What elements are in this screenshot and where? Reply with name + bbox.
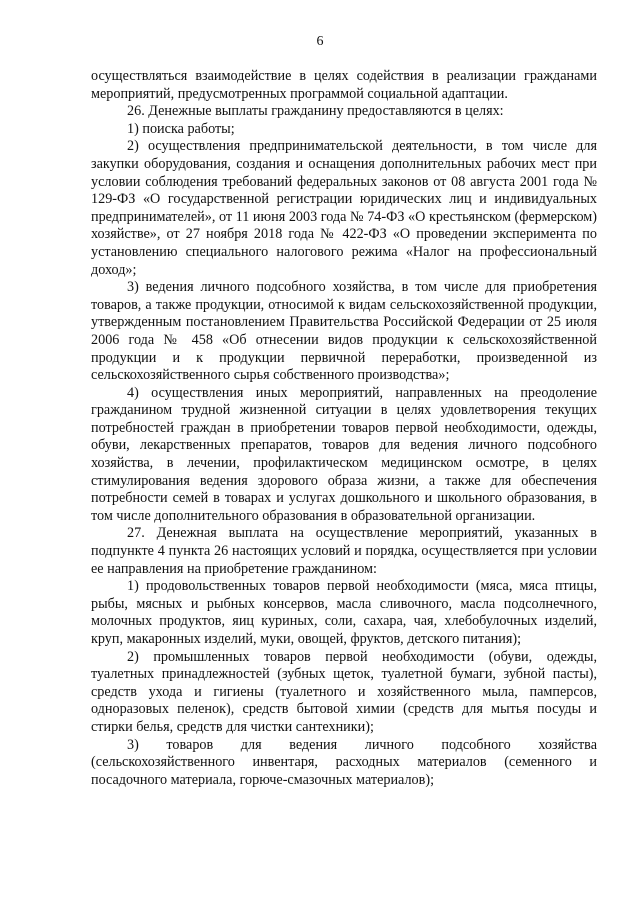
page-number: 6 [316, 34, 324, 49]
list-item: 3) товаров для ведения личного подсобного хозяйства (сельскохозяйственного инвентаря, расходных материалов (семенного и посадочного материала, горюче-смазочных материалов); [91, 736, 597, 788]
document-body [91, 68, 597, 789]
paragraph: осуществляться взаимодействие в целях содействия в реализации гражданами мероприятий, предусмотренных программой социальной адаптации. [91, 68, 597, 102]
list-item: 1) поиска работы; [127, 120, 235, 137]
list-item: 2) осуществления предпринимательской деятельности, в том числе для закупки оборудования, создания и оснащения дополнительных рабочих мест при условии соблюдения требований федеральных законов от 08 августа 2001 года № 129-ФЗ «О государственной регистрации юридических лиц и индивидуальных предпринимателей», от 11 июня 2003 года № 74-ФЗ «О крестьянском (фермерском) хозяйстве», от 27 ноября 2018 года № 422-ФЗ «О проведении эксперимента по установлению специального налогового режима «Налог на профессиональный доход»; [91, 138, 597, 278]
list-item: 3) ведения личного подсобного хозяйства, в том числе для приобретения товаров, а также продукции, относимой к видам сельскохозяйственной продукции, утвержденным постановлением Правительства Российской Федерации от 25 июля 2006 года № 458 «Об отнесении видов продукции к сельскохозяйственной продукции и к продукции первичной переработки, произведенной из сельскохозяйственного сырья собственного производства»; [91, 279, 597, 384]
list-item: 1) продовольственных товаров первой необходимости (мяса, мяса птицы, рыбы, мясных и рыбных консервов, масла сливочного, масла подсолнечного, молочных продуктов, яиц куриных, соли, сахара, чая, хлебобулочных изделий, круп, макаронных изделий, муки, овощей, фруктов, детского питания); [91, 578, 597, 647]
paragraph: 27. Денежная выплата на осуществление мероприятий, указанных в подпункте 4 пункта 26 настоящих условий и порядка, осуществляется при условии ее направления на приобретение гражданином: [91, 525, 597, 577]
paragraph: 26. Денежные выплаты гражданину предоставляются в целях: [127, 103, 504, 120]
list-item: 4) осуществления иных мероприятий, направленных на преодоление гражданином трудной жизненной ситуации в целях удовлетворения текущих потребностей граждан в приобретении товаров первой необходимости, одежды, обуви, лекарственных препаратов, товаров для ведения личного подсобного хозяйства, в лечении, профилактическом медицинском осмотре, в целях стимулирования ведения здорового образа жизни, а также для обеспечения потребности семей в товарах и услугах дошкольного и школьного образования, в том числе дополнительного образования в образовательной организации. [91, 384, 597, 524]
list-item: 2) промышленных товаров первой необходимости (обуви, одежды, туалетных принадлежностей (зубных щеток, туалетной бумаги, зубной пасты), средств ухода и гигиены (туалетного и хозяйственного мыла, памперсов, одноразовых пеленок), средств бытовой химии (средств для мытья посуды и стирки белья, средств для чистки сантехники); [91, 648, 597, 735]
